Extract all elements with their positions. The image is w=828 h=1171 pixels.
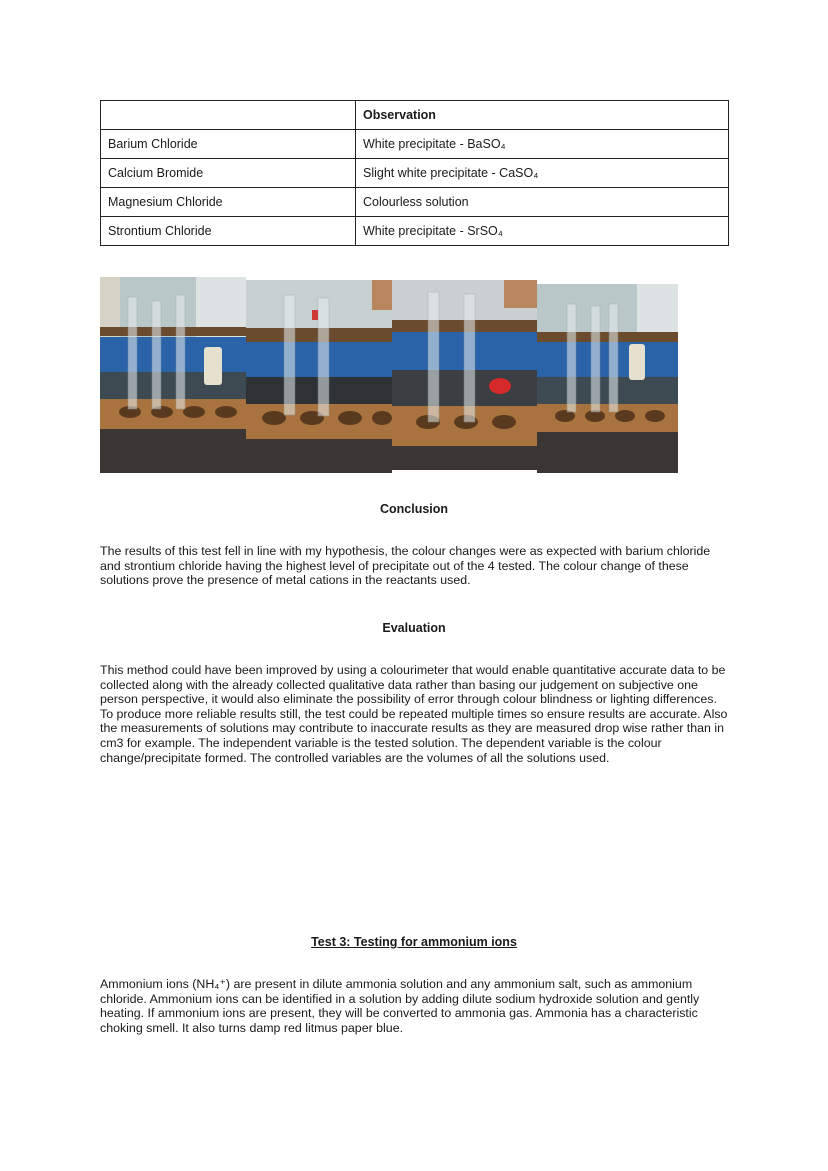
test-tube-photo [100,277,246,473]
conclusion-heading: Conclusion [379,502,449,516]
table-cell-observation: Colourless solution [356,188,729,217]
table-cell-observation: Slight white precipitate - CaSO₄ [356,159,729,188]
table-row [101,130,729,159]
table-header-cell [101,101,356,130]
table-cell-observation: White precipitate - BaSO₄ [356,130,729,159]
test-tube-photo [246,280,392,473]
test-tube-photo [392,280,537,470]
table-cell-solution: Calcium Bromide [101,159,356,188]
table-row [101,159,729,188]
table-row [101,217,729,246]
evaluation-text: This method could have been improved by using a colourimeter that would enable quantitative accurate data to be collected along with the already collected qualitative data rather than basing our judgement on subjective one person perspective, it would also eliminate the possibility of error through colour blindness or lighting differences. To produce more reliable results still, the test could be repeated multiple times so ensure results are accurate. Also the measurements of solutions may contribute to inaccurate results as they are measured drop wise rather than in cm3 for example. The independent variable is the tested solution. The dependent variable is the colour change/precipitate formed. The controlled variables are the volumes of all the solutions used. [100,663,728,765]
table-cell-solution: Strontium Chloride [101,217,356,246]
table-header-cell: Observation [356,101,729,130]
evaluation-heading: Evaluation [382,621,446,635]
test3-heading: Test 3: Testing for ammonium ions [311,935,517,949]
test-tube-photo [537,284,678,473]
table-cell-observation: White precipitate - SrSO₄ [356,217,729,246]
conclusion-text: The results of this test fell in line with my hypothesis, the colour changes were as expected with barium chloride and strontium chloride having the highest level of precipitate out of the 4 tested. The colour change of these solutions prove the presence of metal cations in the reactants used. [100,544,711,588]
table-header-row [101,101,729,130]
experiment-photos [100,277,678,473]
observation-table [100,100,729,246]
table-row [101,188,729,217]
table-cell-solution: Magnesium Chloride [101,188,356,217]
table-cell-solution: Barium Chloride [101,130,356,159]
test3-text: Ammonium ions (NH₄⁺) are present in dilute ammonia solution and any ammonium salt, such as ammonium chloride. Ammonium ions can be identified in a solution by adding dilute sodium hydroxide solution and gently heating. If ammonium ions are present, they will be converted to ammonia gas. Ammonia has a characteristic choking smell. It also turns damp red litmus paper blue. [100,977,700,1035]
